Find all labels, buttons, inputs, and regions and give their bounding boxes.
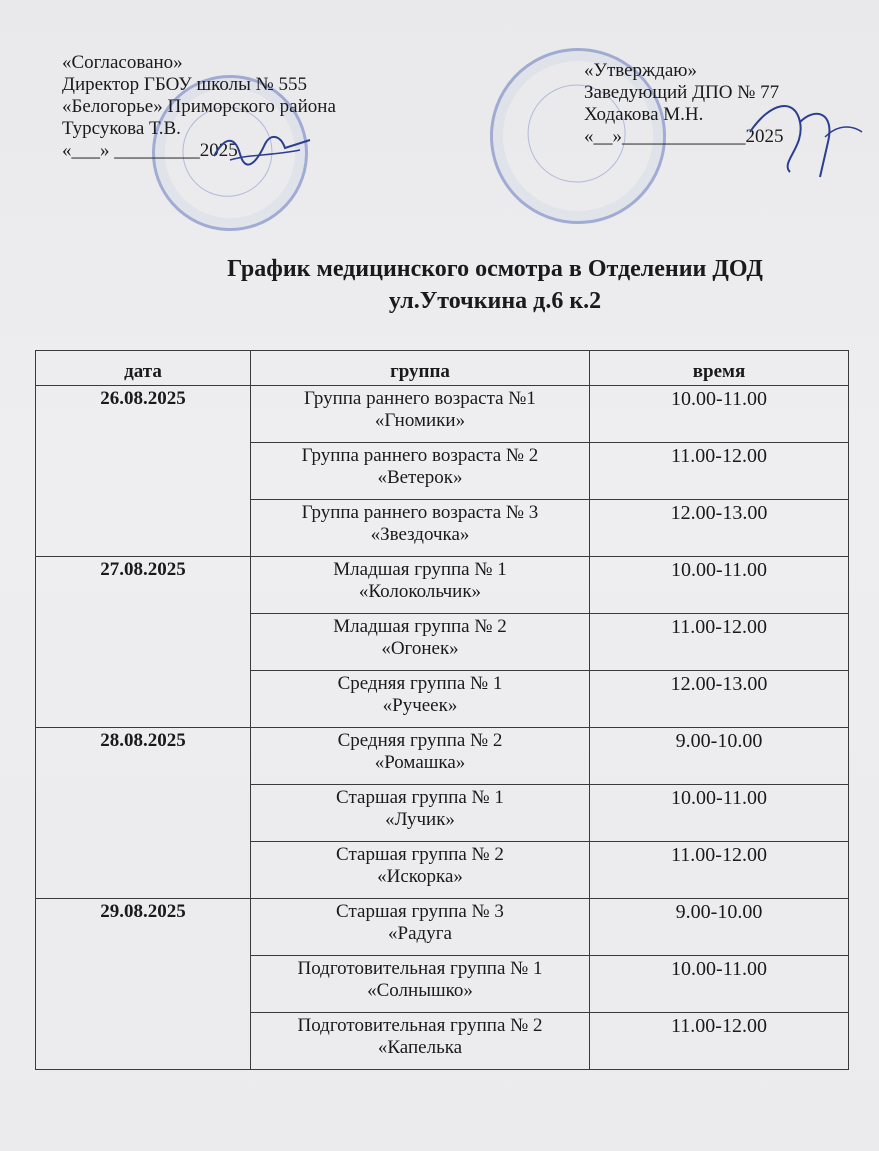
table-row <box>36 899 849 956</box>
document-title <box>150 253 840 317</box>
time-cell: 9.00-10.00 <box>590 728 849 785</box>
group-nickname: «Солнышко» <box>367 980 473 1001</box>
group-nickname: «Колокольчик» <box>358 581 482 602</box>
time-cell: 11.00-12.00 <box>590 614 849 671</box>
group-nickname: «Ручеек» <box>382 695 458 716</box>
group-nickname: «Ветерок» <box>377 467 463 488</box>
group-nickname: «Капелька <box>377 1037 463 1058</box>
approve-line-2: Ходакова М.Н. <box>584 104 704 125</box>
time-cell: 11.00-12.00 <box>590 1013 849 1070</box>
group-nickname: «Лучик» <box>385 809 455 830</box>
group-cell <box>251 500 590 557</box>
title-line-2: ул.Уточкина д.6 к.2 <box>388 288 602 314</box>
group-cell <box>251 614 590 671</box>
right-signature <box>740 92 870 182</box>
group-name: Подготовительная группа № 2 <box>297 1015 543 1036</box>
table-row <box>36 386 849 443</box>
group-nickname: «Гномики» <box>374 410 466 431</box>
date-cell: 28.08.2025 <box>36 728 251 899</box>
group-name: Младшая группа № 2 <box>333 616 507 637</box>
header-group: группа <box>251 351 590 386</box>
group-name: Группа раннего возраста № 2 <box>301 445 539 466</box>
group-cell <box>251 1013 590 1070</box>
group-cell <box>251 386 590 443</box>
group-nickname: «Искорка» <box>377 866 463 887</box>
group-nickname: «Огонек» <box>381 638 459 659</box>
agreed-line-3: Турсукова Т.В. <box>62 118 181 139</box>
left-signature <box>210 126 320 176</box>
group-name: Старшая группа № 3 <box>336 901 504 922</box>
group-nickname: «Звездочка» <box>370 524 470 545</box>
table-header-row <box>36 351 849 386</box>
group-cell <box>251 443 590 500</box>
group-cell <box>251 956 590 1013</box>
group-name: Средняя группа № 2 <box>337 730 503 751</box>
group-cell <box>251 785 590 842</box>
table-row <box>36 728 849 785</box>
time-cell: 10.00-11.00 <box>590 386 849 443</box>
approve-heading: «Утверждаю» <box>584 60 697 81</box>
agreed-heading: «Согласовано» <box>62 52 183 73</box>
agreed-line-4: «___» _________2025 <box>62 140 238 161</box>
group-cell <box>251 671 590 728</box>
time-cell: 10.00-11.00 <box>590 557 849 614</box>
time-cell: 12.00-13.00 <box>590 671 849 728</box>
approve-line-1: Заведующий ДПО № 77 <box>584 82 780 103</box>
time-cell: 10.00-11.00 <box>590 956 849 1013</box>
table-row <box>36 557 849 614</box>
group-cell <box>251 899 590 956</box>
time-cell: 10.00-11.00 <box>590 785 849 842</box>
agreed-line-2: «Белогорье» Приморского района <box>62 96 336 117</box>
group-name: Подготовительная группа № 1 <box>297 958 543 979</box>
date-cell: 26.08.2025 <box>36 386 251 557</box>
date-cell: 27.08.2025 <box>36 557 251 728</box>
schedule-table <box>35 350 849 1070</box>
group-name: Старшая группа № 1 <box>336 787 504 808</box>
group-name: Младшая группа № 1 <box>333 559 507 580</box>
group-nickname: «Радуга <box>388 923 452 944</box>
time-cell: 11.00-12.00 <box>590 443 849 500</box>
approve-line-3: «__»_____________2025 <box>584 126 784 147</box>
group-name: Группа раннего возраста № 3 <box>301 502 539 523</box>
time-cell: 11.00-12.00 <box>590 842 849 899</box>
group-nickname: «Ромашка» <box>374 752 466 773</box>
date-cell: 29.08.2025 <box>36 899 251 1070</box>
group-name: Группа раннего возраста №1 <box>304 388 536 409</box>
group-cell <box>251 557 590 614</box>
header-time: время <box>590 351 849 386</box>
title-line-1: График медицинского осмотра в Отделении ДОД <box>227 256 763 282</box>
group-name: Старшая группа № 2 <box>336 844 504 865</box>
time-cell: 12.00-13.00 <box>590 500 849 557</box>
group-name: Средняя группа № 1 <box>337 673 503 694</box>
header-date: дата <box>36 351 251 386</box>
agreed-line-1: Директор ГБОУ школы № 555 <box>62 74 307 95</box>
group-cell <box>251 842 590 899</box>
time-cell: 9.00-10.00 <box>590 899 849 956</box>
group-cell <box>251 728 590 785</box>
